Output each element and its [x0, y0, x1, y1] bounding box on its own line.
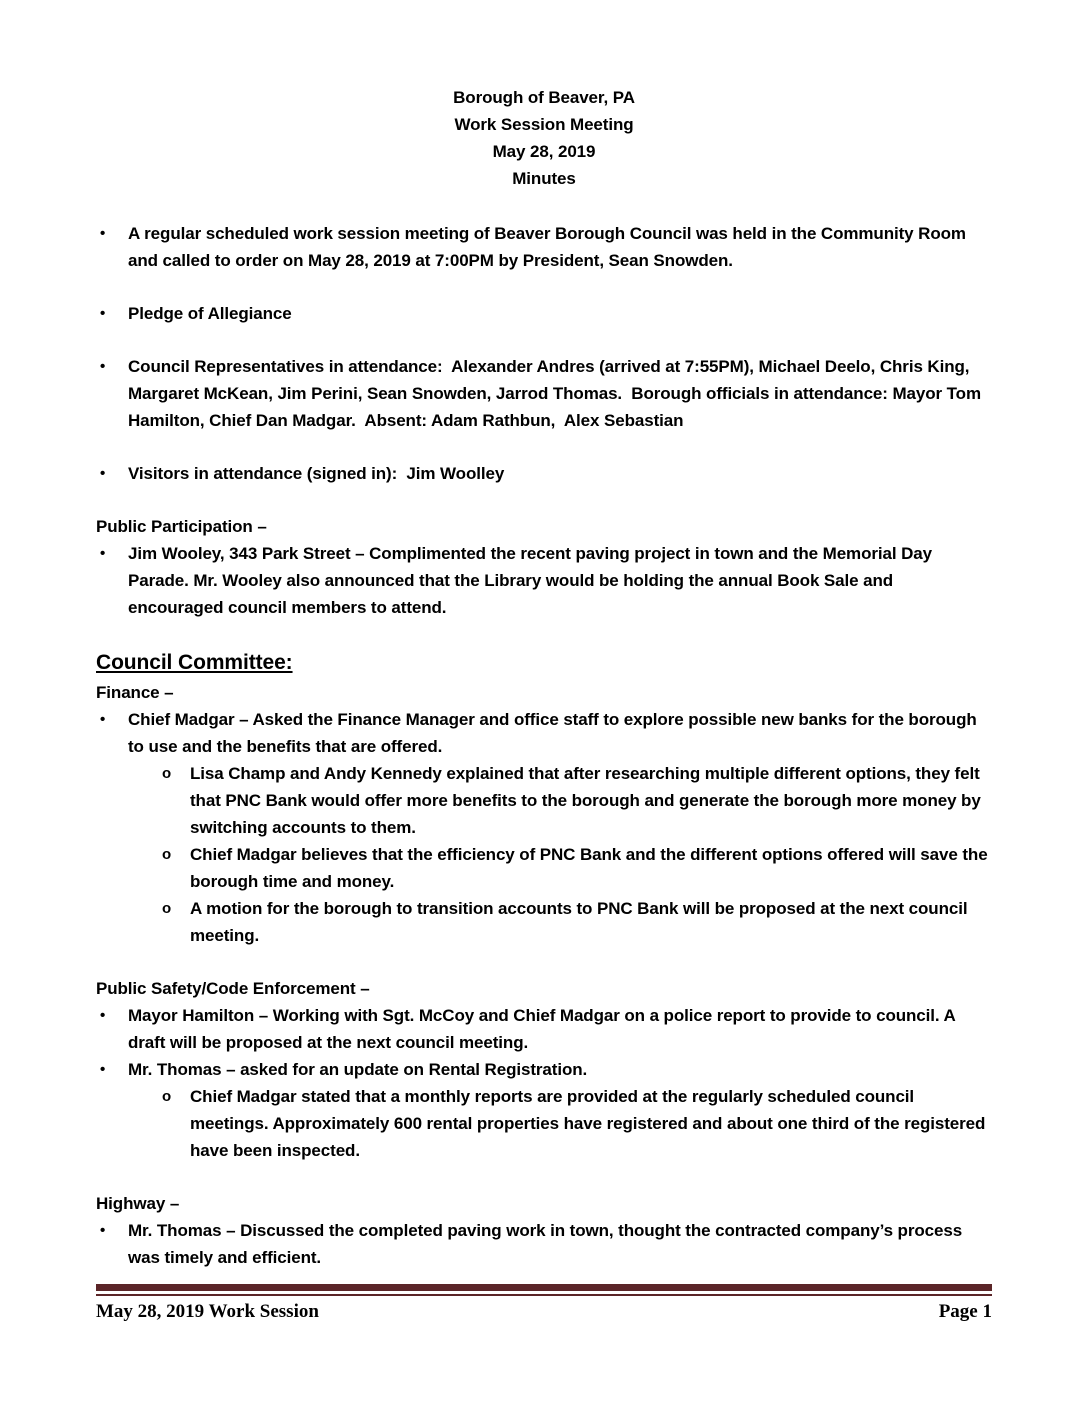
bullet-item: [96, 353, 992, 434]
bullet-item: [96, 841, 992, 895]
bullet-item: [96, 540, 992, 621]
title-line-minutes: Minutes: [512, 169, 576, 188]
bullet-text: Mr. Thomas – asked for an update on Rental Registration.: [128, 1060, 588, 1079]
bullet-text: Chief Madgar believes that the efficiency of PNC Bank and the different options offered will save the borough time and money.: [190, 845, 993, 891]
document-title-block: [96, 84, 992, 192]
section-heading: Public Participation –: [96, 517, 267, 536]
bullet-marker-icon: •: [100, 1007, 106, 1024]
footer-session-label: May 28, 2019 Work Session: [96, 1301, 319, 1322]
footer-page-number: Page 1: [938, 1301, 992, 1322]
page-footer: [96, 1284, 992, 1324]
bullet-text: Chief Madgar – Asked the Finance Manager and office staff to explore possible new banks for the borough to use and the benefits that are offered.: [128, 710, 982, 756]
footer-text-row: [96, 1300, 992, 1324]
section-items: [96, 1217, 992, 1271]
section-public-participation: [96, 513, 992, 621]
section-highway: [96, 1190, 992, 1271]
bullet-marker-icon: •: [100, 711, 106, 728]
bullet-item: [96, 1056, 992, 1083]
section-items: [96, 220, 992, 487]
bullet-marker-icon: •: [100, 1222, 106, 1239]
bullet-item: [96, 1217, 992, 1271]
section-finance: [96, 679, 992, 949]
bullet-marker-icon: o: [162, 900, 172, 917]
bullet-text: Mayor Hamilton – Working with Sgt. McCoy and Chief Madgar on a police report to provide to council. A draft will be proposed at the next council meeting.: [128, 1006, 960, 1052]
bullet-text: A motion for the borough to transition accounts to PNC Bank will be proposed at the next council meeting.: [190, 899, 973, 945]
bullet-marker-icon: •: [100, 358, 106, 375]
title-line-meeting-type: Work Session Meeting: [454, 115, 634, 134]
bullet-text: Jim Wooley, 343 Park Street – Complimented the recent paving project in town and the Memorial Day Parade. Mr. Wooley also announced that the Library would be holding the annual Book Sale and encouraged council members to attend.: [128, 544, 937, 617]
section-items: [96, 1002, 992, 1164]
bullet-text: Visitors in attendance (signed in): Jim Woolley: [128, 464, 505, 483]
title-line-date: May 28, 2019: [492, 142, 596, 161]
bullet-item: [96, 706, 992, 760]
section-heading: Finance –: [96, 683, 174, 702]
bullet-text: Mr. Thomas – Discussed the completed paving work in town, thought the contracted company’s process was timely and efficient.: [128, 1221, 967, 1267]
section-intro: [96, 220, 992, 487]
section-public-safety: [96, 975, 992, 1164]
section-items: [96, 540, 992, 621]
bullet-item: [96, 895, 992, 949]
bullet-marker-icon: •: [100, 1061, 106, 1078]
bullet-marker-icon: o: [162, 765, 172, 782]
bullet-marker-icon: •: [100, 465, 106, 482]
title-line-org: Borough of Beaver, PA: [453, 88, 635, 107]
section-items: [96, 706, 992, 949]
footer-divider-rule: [96, 1284, 992, 1296]
section-heading: Public Safety/Code Enforcement –: [96, 979, 370, 998]
bullet-item: [96, 220, 992, 274]
bullet-text: Council Representatives in attendance: Alexander Andres (arrived at 7:55PM), Michael Deelo, Chris King, Margaret McKean, Jim Perini, Sean Snowden, Jarrod Thomas. Borough officials in attendance: Mayor Tom Hamilton, Chief Dan Madgar. Absent: Adam Rathbun, Alex Sebastian: [128, 357, 986, 430]
bullet-marker-icon: •: [100, 225, 106, 242]
bullet-item: [96, 1083, 992, 1164]
bullet-marker-icon: •: [100, 545, 106, 562]
document-body: [96, 220, 992, 1271]
bullet-text: Pledge of Allegiance: [128, 304, 292, 323]
bullet-marker-icon: •: [100, 305, 106, 322]
bullet-item: [96, 300, 992, 327]
bullet-item: [96, 1002, 992, 1056]
bullet-text: A regular scheduled work session meeting of Beaver Borough Council was held in the Community Room and called to order on May 28, 2019 at 7:00PM by President, Sean Snowden.: [128, 224, 971, 270]
bullet-marker-icon: o: [162, 1088, 172, 1105]
bullet-text: Lisa Champ and Andy Kennedy explained that after researching multiple different options, they felt that PNC Bank would offer more benefits to the borough and generate the borough more money by switching accounts to them.: [190, 764, 986, 837]
bullet-item: [96, 460, 992, 487]
bullet-text: Chief Madgar stated that a monthly reports are provided at the regularly scheduled council meetings. Approximately 600 rental properties have registered and about one third of the registered have been inspected.: [190, 1087, 990, 1160]
bullet-item: [96, 760, 992, 841]
bullet-marker-icon: o: [162, 846, 172, 863]
section-heading: Council Committee:: [96, 651, 293, 674]
section-council-committee: [96, 647, 992, 679]
section-heading: Highway –: [96, 1194, 180, 1213]
